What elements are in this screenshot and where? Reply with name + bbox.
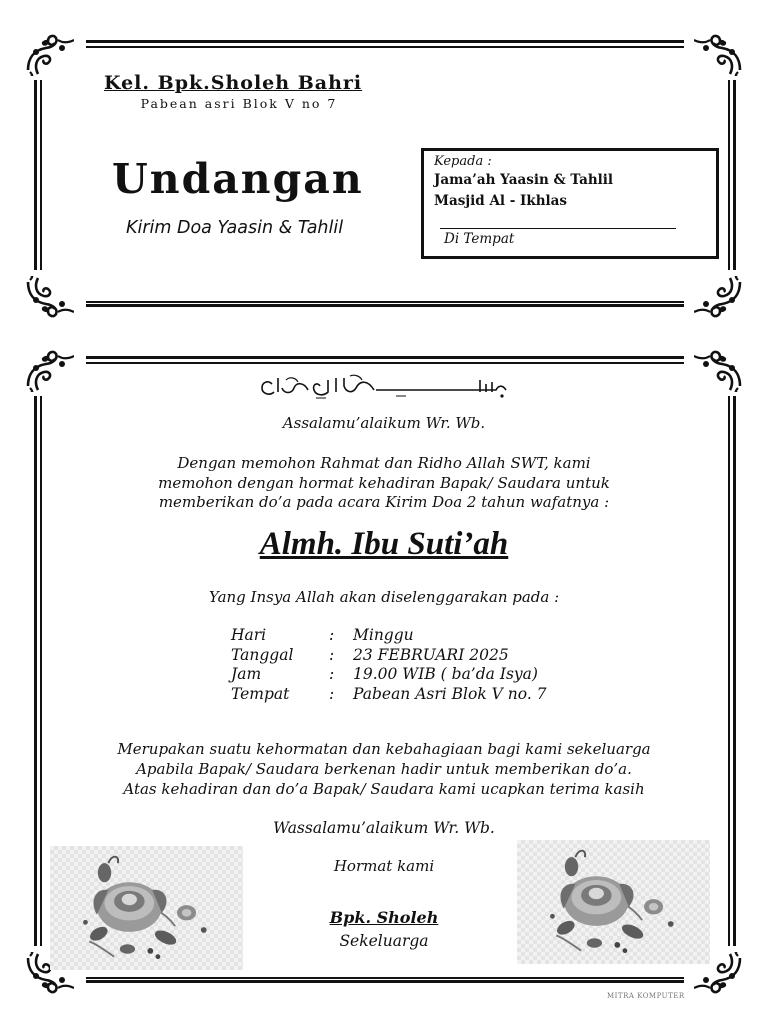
- intro-line-1: Dengan memohon Rahmat dan Ridho Allah SWT, kami: [177, 454, 591, 472]
- signer-family: Sekeluarga: [339, 932, 429, 950]
- detail-value: Pabean Asri Blok V no. 7: [353, 685, 547, 703]
- detail-value: 23 FEBRUARI 2025: [353, 646, 509, 664]
- detail-separator: :: [329, 626, 335, 644]
- closing-line-3: Atas kehadiran dan do’a Bapak/ Saudara kami ucapkan terima kasih: [123, 780, 645, 798]
- farewell: Wassalamu’alaikum Wr. Wb.: [273, 819, 495, 837]
- recipient-line-1: Jama’ah Yaasin & Tahlil: [434, 172, 614, 188]
- sender-address: Pabean asri Blok V no 7: [140, 96, 338, 111]
- ornament-corner-icon: [694, 350, 744, 392]
- intro-line-3: memberikan do’a pada acara Kirim Doa 2 tahun wafatnya :: [158, 493, 610, 511]
- detail-label: Tanggal: [231, 646, 294, 664]
- page-title: Undangan: [112, 155, 364, 203]
- recipient-place: Di Tempat: [444, 231, 515, 247]
- ornament-corner-icon: [24, 350, 74, 392]
- ornament-corner-icon: [694, 276, 744, 318]
- schedule-intro: Yang Insya Allah akan diselenggarakan pada :: [208, 588, 560, 606]
- ornament-corner-icon: [694, 34, 744, 76]
- sender-name: Kel. Bpk.Sholeh Bahri: [104, 72, 363, 94]
- detail-value: Minggu: [353, 626, 414, 644]
- signer-name: Bpk. Sholeh: [329, 908, 439, 927]
- detail-label: Tempat: [231, 685, 290, 703]
- detail-label: Hari: [231, 626, 267, 644]
- closing-line-2: Apabila Bapak/ Saudara berkenan hadir untuk memberikan do’a.: [136, 760, 632, 778]
- closing-line-1: Merupakan suatu kehormatan dan kebahagiaan bagi kami sekeluarga: [117, 740, 651, 758]
- detail-separator: :: [329, 646, 335, 664]
- greeting: Assalamu’alaikum Wr. Wb.: [282, 414, 486, 432]
- ornament-corner-icon: [24, 34, 74, 76]
- basmalah-calligraphy-icon: [256, 374, 512, 400]
- detail-separator: :: [329, 665, 335, 683]
- respect-text: Hormat kami: [333, 857, 435, 875]
- detail-separator: :: [329, 685, 335, 703]
- intro-line-2: memohon dengan hormat kehadiran Bapak/ Saudara untuk: [158, 474, 610, 492]
- recipient-divider: [440, 228, 676, 229]
- deceased-name: Almh. Ibu Suti’ah: [259, 526, 509, 562]
- watermark: MITRA KOMPUTER: [607, 992, 685, 1000]
- recipient-label: Kepada :: [434, 154, 492, 169]
- recipient-box: [421, 148, 719, 259]
- detail-label: Jam: [231, 665, 262, 683]
- recipient-line-2: Masjid Al - Ikhlas: [434, 193, 568, 209]
- event-subtitle: Kirim Doa Yaasin & Tahlil: [126, 218, 344, 238]
- ornament-corner-icon: [24, 276, 74, 318]
- detail-value: 19.00 WIB ( ba’da Isya): [353, 665, 538, 683]
